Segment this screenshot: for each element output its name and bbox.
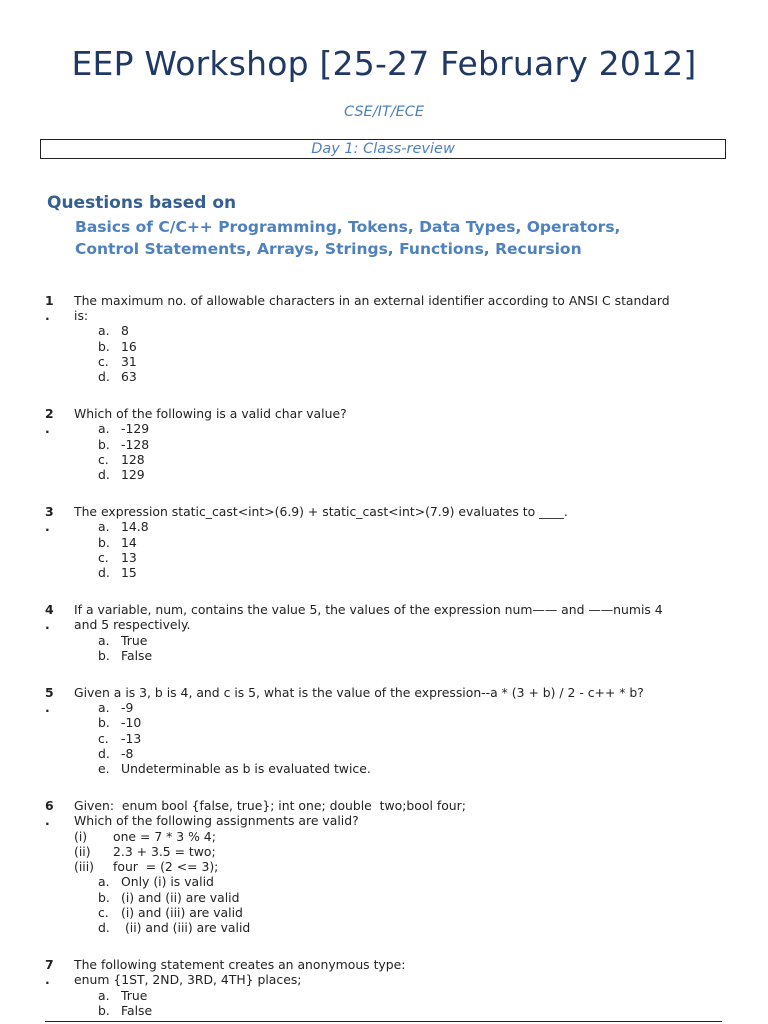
option-text: -9 xyxy=(121,700,134,716)
assignment-numeral: (i) xyxy=(74,828,88,844)
answer-option xyxy=(98,323,725,338)
question-text: The expression static_cast<int>(6.9) + static_cast<int>(7.9) evaluates to ____. xyxy=(74,504,568,520)
question-body xyxy=(74,504,725,580)
question-number-dot: . xyxy=(45,972,50,988)
option-label: b. xyxy=(98,436,110,452)
option-text: (i) and (ii) are valid xyxy=(121,889,240,905)
option-label: a. xyxy=(98,700,110,716)
question-number-dot: . xyxy=(45,617,50,633)
question-number xyxy=(45,685,59,715)
option-list xyxy=(98,874,725,935)
question-list xyxy=(45,293,725,1018)
answer-option xyxy=(98,648,725,663)
option-label: b. xyxy=(98,1002,110,1018)
question-number-digit: 4 xyxy=(45,602,54,618)
option-text: 16 xyxy=(121,338,137,354)
option-text: 14 xyxy=(121,534,137,550)
question-text: and 5 respectively. xyxy=(74,617,191,633)
assignment-item xyxy=(74,844,725,859)
question-number xyxy=(45,504,59,534)
answer-option xyxy=(98,746,725,761)
page-subtitle: CSE/IT/ECE xyxy=(343,104,425,120)
question-number-dot: . xyxy=(45,308,50,324)
option-list xyxy=(98,988,725,1018)
option-text: 31 xyxy=(121,353,137,369)
question-item xyxy=(45,957,725,1018)
question-number xyxy=(45,293,59,323)
question-text: Which of the following assignments are valid? xyxy=(74,813,359,829)
answer-option xyxy=(98,437,725,452)
option-text: -8 xyxy=(121,745,134,761)
assignment-text: 2.3 + 3.5 = two; xyxy=(113,843,216,859)
option-text: True xyxy=(121,632,148,648)
option-text: (i) and (iii) are valid xyxy=(121,904,243,920)
option-list xyxy=(98,421,725,482)
option-label: b. xyxy=(98,534,110,550)
option-text: True xyxy=(121,987,148,1003)
assignment-text: four = (2 <= 3); xyxy=(113,859,219,875)
question-number-digit: 5 xyxy=(45,685,54,701)
question-body xyxy=(74,406,725,482)
answer-option xyxy=(98,715,725,730)
answer-option xyxy=(98,519,725,534)
option-label: a. xyxy=(98,987,110,1003)
option-label: b. xyxy=(98,647,110,663)
option-label: a. xyxy=(98,323,110,339)
option-label: b. xyxy=(98,338,110,354)
answer-option xyxy=(98,761,725,776)
answer-option xyxy=(98,920,725,935)
option-text: -129 xyxy=(121,421,150,437)
option-label: a. xyxy=(98,632,110,648)
option-text: -128 xyxy=(121,436,150,452)
answer-option xyxy=(98,354,725,369)
question-number-digit: 2 xyxy=(45,406,54,422)
question-number-digit: 3 xyxy=(45,504,54,520)
question-number xyxy=(45,406,59,436)
option-label: c. xyxy=(98,549,109,565)
question-number-dot: . xyxy=(45,813,50,829)
question-text: Which of the following is a valid char value? xyxy=(74,406,347,422)
option-label: c. xyxy=(98,353,109,369)
option-text: Only (i) is valid xyxy=(121,874,214,890)
answer-option xyxy=(98,988,725,1003)
option-list xyxy=(98,519,725,580)
answer-option xyxy=(98,874,725,889)
question-number xyxy=(45,798,59,828)
answer-option xyxy=(98,731,725,746)
page-title: EEP Workshop [25-27 February 2012] xyxy=(71,44,697,83)
option-label: d. xyxy=(98,565,110,581)
option-label: d. xyxy=(98,919,110,935)
assignment-item xyxy=(74,829,725,844)
answer-option xyxy=(98,905,725,920)
answer-option xyxy=(98,467,725,482)
question-number xyxy=(45,957,59,987)
option-label: b. xyxy=(98,715,110,731)
option-text: Undeterminable as b is evaluated twice. xyxy=(121,761,371,777)
assignment-numeral: (ii) xyxy=(74,843,91,859)
question-item xyxy=(45,685,725,776)
option-label: e. xyxy=(98,761,110,777)
option-text: False xyxy=(121,647,153,663)
answer-option xyxy=(98,421,725,436)
question-number-dot: . xyxy=(45,519,50,535)
option-text: 14.8 xyxy=(121,519,149,535)
option-list xyxy=(98,323,725,384)
question-body xyxy=(74,685,725,776)
option-text: False xyxy=(121,1002,153,1018)
section-heading: Questions based on xyxy=(47,193,237,213)
assignment-text: one = 7 * 3 % 4; xyxy=(113,828,216,844)
day-banner: Day 1: Class-review xyxy=(40,139,726,159)
option-text: 129 xyxy=(121,467,145,483)
question-item xyxy=(45,798,725,935)
question-text: enum {1ST, 2ND, 3RD, 4TH} places; xyxy=(74,972,302,988)
question-number-digit: 7 xyxy=(45,957,54,973)
question-number-dot: . xyxy=(45,700,50,716)
question-number-digit: 6 xyxy=(45,798,54,814)
topics-line-2: Control Statements, Arrays, Strings, Functions, Recursion xyxy=(75,240,582,258)
option-text: 128 xyxy=(121,451,145,467)
topics-line-1: Basics of C/C++ Programming, Tokens, Data Types, Operators, xyxy=(75,218,621,236)
assignment-numeral: (iii) xyxy=(74,859,94,875)
option-text: -10 xyxy=(121,715,142,731)
answer-option xyxy=(98,1003,725,1018)
answer-option xyxy=(98,890,725,905)
option-text: 63 xyxy=(121,369,137,385)
question-body xyxy=(74,798,725,935)
option-list xyxy=(98,633,725,663)
option-label: b. xyxy=(98,889,110,905)
question-item xyxy=(45,504,725,580)
question-number xyxy=(45,602,59,632)
question-body xyxy=(74,293,725,384)
question-item xyxy=(45,602,725,663)
question-item xyxy=(45,406,725,482)
question-text: is: xyxy=(74,308,89,324)
option-text: -13 xyxy=(121,730,142,746)
option-text: (ii) and (iii) are valid xyxy=(121,919,251,935)
answer-option xyxy=(98,452,725,467)
answer-option xyxy=(98,550,725,565)
question-text: The following statement creates an anonymous type: xyxy=(74,957,406,973)
question-text: The maximum no. of allowable characters in an external identifier according to ANSI C standard xyxy=(74,293,670,308)
question-body xyxy=(74,957,725,1018)
option-text: 15 xyxy=(121,565,137,581)
answer-option xyxy=(98,633,725,648)
question-body xyxy=(74,602,725,663)
option-label: a. xyxy=(98,874,110,890)
question-number-digit: 1 xyxy=(45,293,54,308)
question-item xyxy=(45,293,725,384)
answer-option xyxy=(98,369,725,384)
section-topics xyxy=(75,216,715,260)
option-label: c. xyxy=(98,730,109,746)
assignment-item xyxy=(74,859,725,874)
question-text: If a variable, num, contains the value 5, the values of the expression num—— and ——numis 4 xyxy=(74,602,663,618)
footer-divider xyxy=(45,1021,722,1022)
option-label: c. xyxy=(98,451,109,467)
option-label: d. xyxy=(98,745,110,761)
option-text: 13 xyxy=(121,549,137,565)
question-text: Given: enum bool {false, true}; int one; double two;bool four; xyxy=(74,798,466,814)
answer-option xyxy=(98,535,725,550)
option-label: a. xyxy=(98,519,110,535)
option-label: c. xyxy=(98,904,109,920)
question-number-dot: . xyxy=(45,421,50,437)
option-text: 8 xyxy=(121,323,129,339)
option-label: d. xyxy=(98,467,110,483)
answer-option xyxy=(98,339,725,354)
option-list xyxy=(98,700,725,776)
answer-option xyxy=(98,565,725,580)
option-label: d. xyxy=(98,369,110,385)
answer-option xyxy=(98,700,725,715)
option-label: a. xyxy=(98,421,110,437)
question-text: Given a is 3, b is 4, and c is 5, what is the value of the expression--a * (3 + b) / 2 - c++ * b? xyxy=(74,685,644,701)
